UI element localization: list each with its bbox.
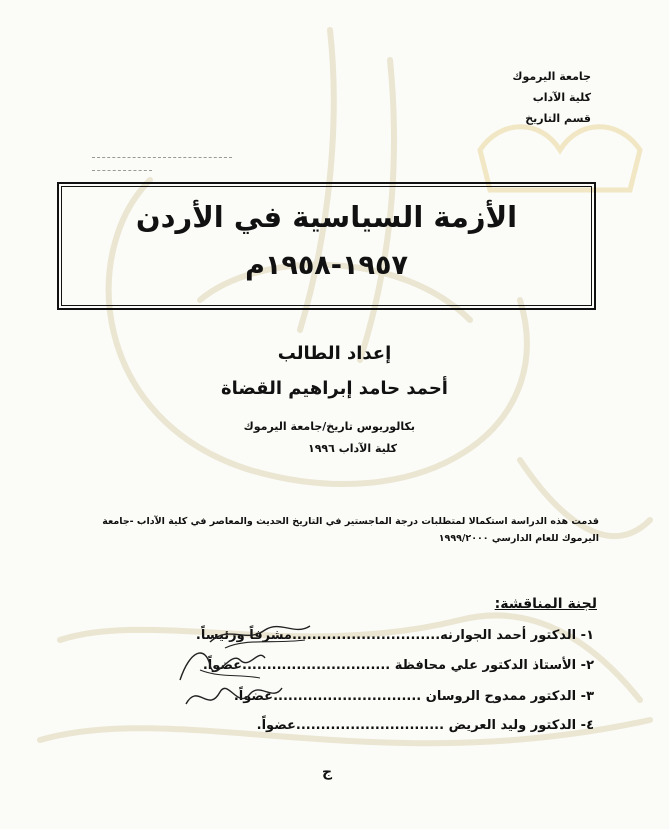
prepared-by-label: إعداد الطالب — [277, 343, 392, 364]
page-number: ج — [322, 764, 333, 780]
thesis-title-box — [57, 182, 596, 310]
college-name: كلية الآداب — [532, 91, 591, 104]
committee-member-4: ٤- الدكتور وليد العريض ..............................عضواً. — [256, 718, 594, 733]
dotted-fragment — [92, 170, 152, 171]
student-name: أحمد حامد إبراهيم القضاة — [221, 378, 448, 399]
dotted-fragment — [92, 157, 232, 158]
committee-member-1: ١- الدكتور أحمد الجوارنه..............................مشرفاً ورئيساً. — [195, 628, 594, 643]
committee-title: لجنة المناقشة: — [494, 596, 597, 612]
signature-3 — [178, 674, 288, 718]
committee-member-3: ٣- الدكتور ممدوح الروسان ..............................عضواً. — [233, 689, 594, 704]
statement-line: اليرموك للعام الدارسي ١٩٩٩/٢٠٠٠ — [438, 533, 599, 544]
student-degree: بكالوريوس تاريخ/جامعة اليرموك — [243, 420, 415, 433]
university-name: جامعة اليرموك — [512, 70, 591, 83]
thesis-title: الأزمة السياسية في الأردن — [135, 200, 518, 234]
department-name: قسم التاريخ — [525, 112, 591, 125]
committee-member-2: ٢- الأستاذ الدكتور علي محافظة ..............................عضواً. — [202, 658, 594, 673]
thesis-years: ١٩٥٧-١٩٥٨م — [245, 250, 408, 281]
college-year: كلية الآداب ١٩٩٦ — [308, 442, 397, 455]
statement-line: قدمت هذه الدراسة استكمالا لمتطلبات درجة الماجستير في التاريخ الحديث والمعاصر في كلية الآداب -جامعة — [102, 516, 599, 527]
university-header — [512, 66, 591, 129]
submission-statement — [59, 513, 599, 547]
